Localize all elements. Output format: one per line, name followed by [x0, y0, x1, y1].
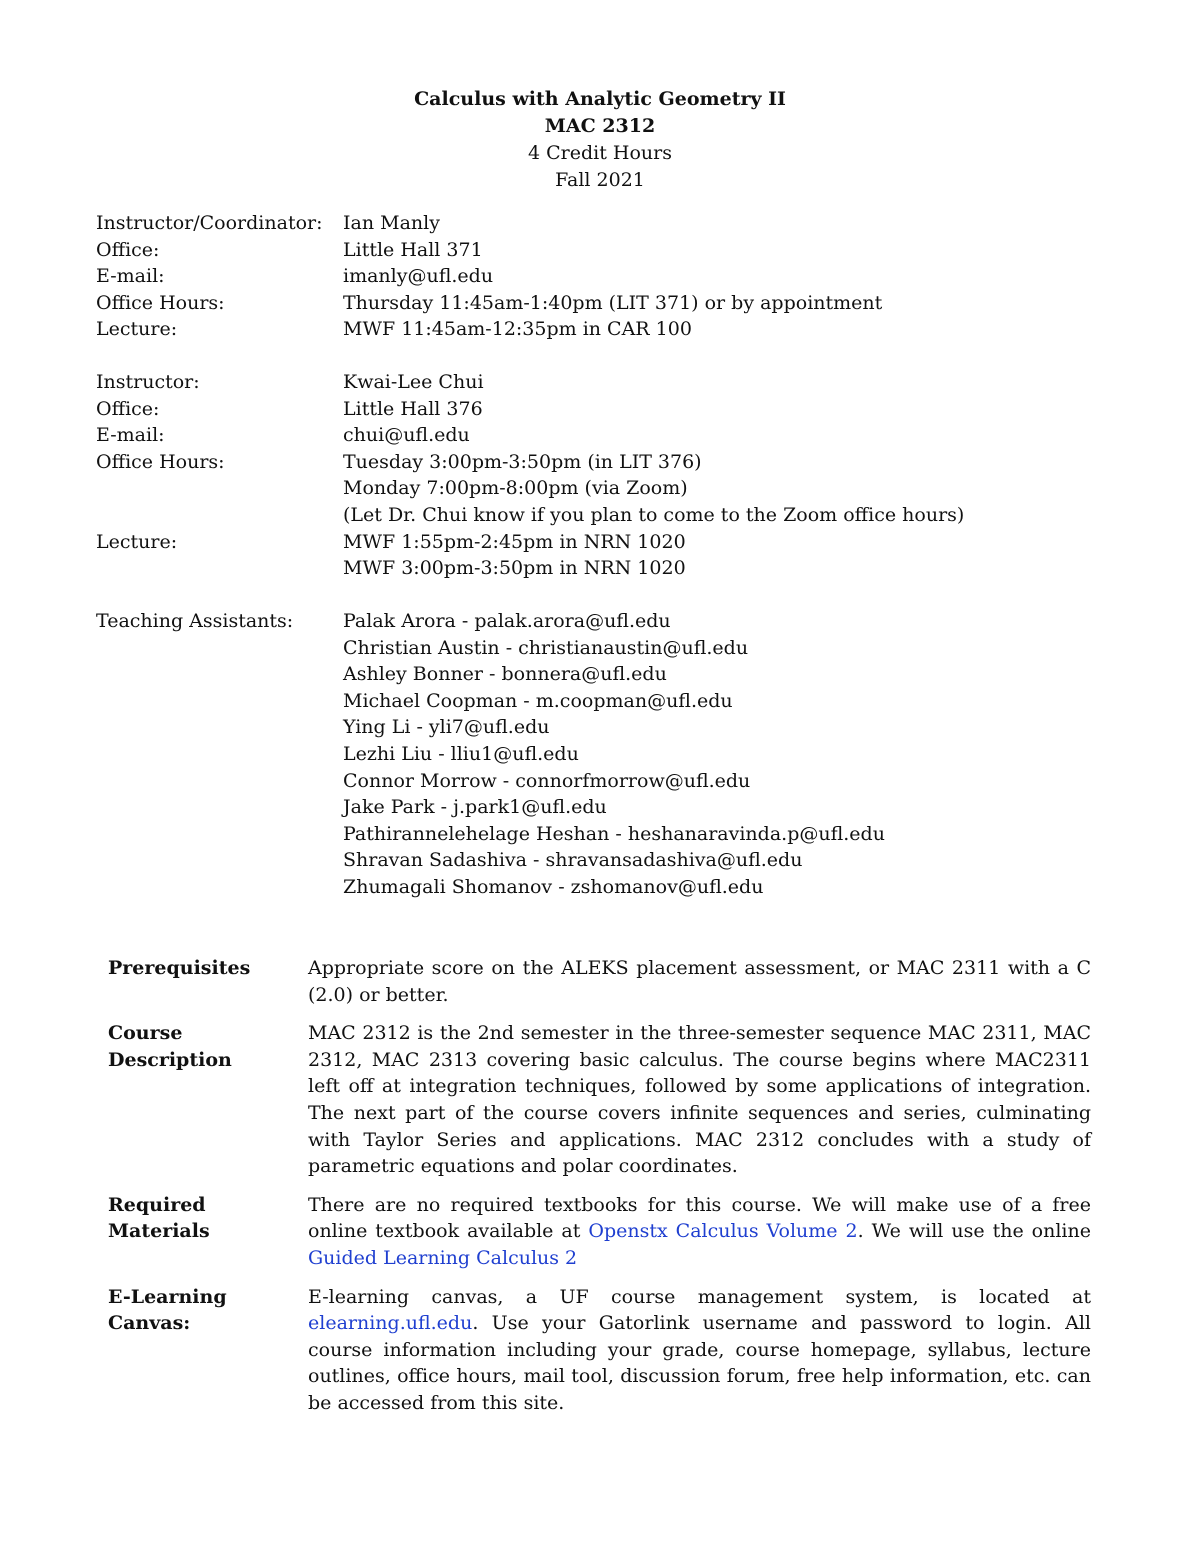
office-hours-label: Office Hours: [96, 450, 225, 473]
ta-label: Teaching Assistants: [96, 610, 294, 632]
elearning-text [308, 1284, 1091, 1417]
course-description-heading [108, 1020, 298, 1073]
elearning-link[interactable]: elearning.ufl.edu [308, 1312, 473, 1335]
ta-item: Shravan Sadashiva - shravansadashiva@ufl.edu [343, 849, 803, 872]
instructor-name: Kwai-Lee Chui [343, 371, 484, 393]
syllabus-sections [108, 955, 1091, 1429]
ta-item: Christian Austin - christianaustin@ufl.edu [343, 636, 749, 659]
elearning-text-1: E-learning canvas, a UF course management system, is located at [308, 1285, 1091, 1308]
ta-item: Ying Li - yli7@ufl.edu [343, 716, 550, 739]
instructor-label: Instructor: [96, 371, 200, 393]
lecture-label: Lecture: [96, 530, 178, 553]
prerequisites-heading: Prerequisites [108, 957, 251, 979]
lecture-label: Lecture: [96, 318, 178, 341]
ta-item: Pathirannelehelage Heshan - heshanaravinda.p@ufl.edu [343, 822, 885, 845]
heading-line: Required [108, 1193, 206, 1216]
term: Fall 2021 [555, 169, 645, 191]
ta-item: Ashley Bonner - bonnera@ufl.edu [343, 663, 667, 686]
elearning-heading [108, 1284, 298, 1337]
office-hours-label: Office Hours: [96, 291, 225, 314]
prerequisites-text: Appropriate score on the ALEKS placement assessment, or MAC 2311 with a C (2.0) or better. [308, 957, 1091, 1006]
office-hours-note: (Let Dr. Chui know if you plan to come to the Zoom office hours) [343, 503, 965, 526]
email-label: E-mail: [96, 265, 165, 288]
course-code: MAC 2312 [544, 115, 656, 137]
ta-item: Michael Coopman - m.coopman@ufl.edu [343, 689, 733, 712]
ta-block [96, 608, 1096, 901]
office-hours-value: Tuesday 3:00pm-3:50pm (in LIT 376) [343, 450, 702, 473]
credit-hours: 4 Credit Hours [528, 142, 672, 164]
ta-item: Palak Arora - palak.arora@ufl.edu [343, 610, 671, 632]
email-value: chui@ufl.edu [343, 424, 470, 447]
course-description-section [108, 1020, 1091, 1180]
heading-line: Canvas: [108, 1312, 191, 1335]
ta-item: Jake Park - j.park1@ufl.edu [343, 796, 607, 819]
openstax-link[interactable]: Openstx Calculus Volume 2 [588, 1220, 858, 1243]
ta-item: Zhumagali Shomanov - zshomanov@ufl.edu [343, 875, 764, 898]
instructor-name: Ian Manly [343, 212, 440, 234]
office-label: Office: [96, 238, 160, 261]
lecture-value: MWF 11:45am-12:35pm in CAR 100 [343, 318, 692, 341]
elearning-text-2: . Use your Gatorlink username and password to login. All course information including your grade, course homepage, syllabus, lecture outlines, office hours, mail tool, discussion forum, free help information, etc. can be accessed from this site. [308, 1312, 1091, 1414]
required-materials-text [308, 1192, 1091, 1272]
required-materials-heading [108, 1192, 298, 1245]
materials-text-2: . We will use the online [857, 1220, 1091, 1243]
course-title: Calculus with Analytic Geometry II [414, 88, 786, 110]
prerequisites-section [108, 955, 1091, 1008]
guided-learning-link[interactable]: Guided Learning Calculus 2 [308, 1246, 578, 1269]
instructor-label: Instructor/Coordinator: [96, 212, 323, 234]
materials-text-1: There are no required textbooks for this course. We will make use of a free online textbook available at [308, 1193, 1091, 1243]
lecture-value: MWF 3:00pm-3:50pm in NRN 1020 [343, 557, 686, 580]
office-hours-value: Monday 7:00pm-8:00pm (via Zoom) [343, 477, 688, 500]
heading-line: E-Learning [108, 1285, 227, 1308]
ta-item: Lezhi Liu - lliu1@ufl.edu [343, 742, 579, 765]
heading-line: Description [108, 1048, 232, 1071]
elearning-section [108, 1284, 1091, 1417]
office-label: Office: [96, 397, 160, 420]
ta-item: Connor Morrow - connorfmorrow@ufl.edu [343, 769, 751, 792]
email-value: imanly@ufl.edu [343, 265, 494, 288]
coordinator-block [96, 210, 1096, 343]
required-materials-section [108, 1192, 1091, 1272]
instructor-block [96, 369, 1096, 582]
course-description-text: MAC 2312 is the 2nd semester in the three-semester sequence MAC 2311, MAC 2312, MAC 2313 covering basic calculus. The course begins where MAC2311 left off at integration techniques, followed by some applications of integration. The next part of the course covers infinite sequences and series, culminating with Taylor Series and applications. MAC 2312 concludes with a study of parametric equations and polar coordinates. [308, 1022, 1091, 1178]
course-header [0, 86, 1200, 194]
lecture-value: MWF 1:55pm-2:45pm in NRN 1020 [343, 530, 686, 553]
email-label: E-mail: [96, 424, 165, 447]
office-value: Little Hall 371 [343, 238, 483, 261]
heading-line: Materials [108, 1220, 210, 1243]
office-value: Little Hall 376 [343, 397, 483, 420]
heading-line: Course [108, 1022, 183, 1045]
office-hours-value: Thursday 11:45am-1:40pm (LIT 371) or by appointment [343, 291, 883, 314]
